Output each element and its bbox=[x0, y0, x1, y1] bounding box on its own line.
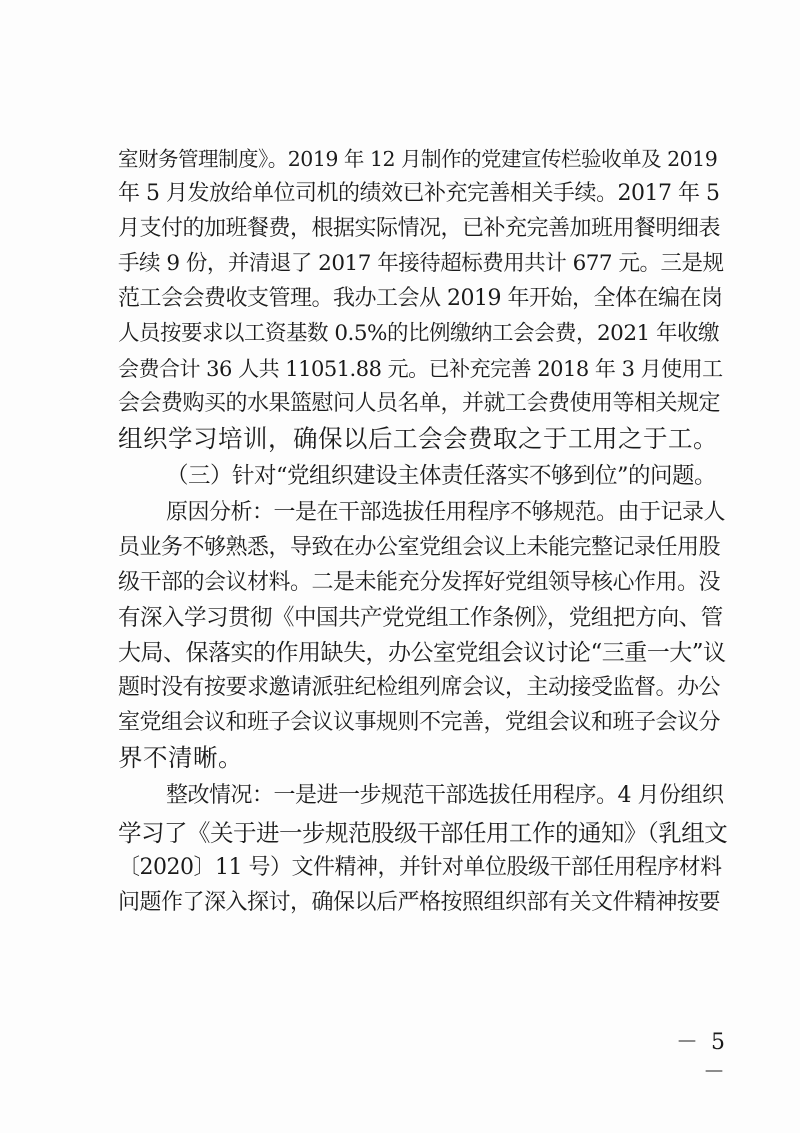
text-line: 级干部的会议材料。二是未能充分发挥好党组领导核心作用。没 bbox=[118, 570, 721, 595]
text-line: 问题作了深入探讨，确保以后严格按照组织部有关文件精神按要 bbox=[118, 890, 721, 915]
text-line: 组织学习培训，确保以后工会会费取之于工用之于工。 bbox=[118, 424, 718, 453]
text-line: 人员按要求以工资基数 0.5%的比例缴纳工会会费，2021 年收缴 bbox=[118, 321, 720, 346]
text-line: 界不清晰。 bbox=[118, 743, 243, 772]
text-line: 会费合计 36 人共 11051.88 元。已补充完善 2018 年 3 月使用工 bbox=[118, 357, 723, 381]
text-line: 题时没有按要求邀请派驻纪检组列席会议，主动接受监督。办公 bbox=[118, 675, 721, 700]
text-line: 〔2020〕11 号）文件精神，并针对单位股级干部任用程序材料 bbox=[118, 855, 722, 880]
text-line: 员业务不够熟悉，导致在办公室党组会议上未能完整记录任用股 bbox=[118, 535, 721, 560]
section-heading: （三）针对“党组织建设主体责任落实不够到位”的问题。 bbox=[166, 463, 717, 489]
text-line: 月支付的加班餐费，根据实际情况，已补充完善加班用餐明细表 bbox=[118, 216, 721, 241]
text-line: 整改情况：一是进一步规范干部选拔任用程序。4 月份组织 bbox=[166, 783, 724, 808]
text-line: 大局、保落实的作用缺失，办公室党组会议讨论“三重一大”议 bbox=[118, 640, 726, 666]
text-line: 室党组会议和班子会议议事规则不完善，党组会议和班子会议分 bbox=[118, 710, 721, 735]
text-line: 原因分析：一是在干部选拔任用程序不够规范。由于记录人 bbox=[166, 500, 726, 525]
text-line: 室财务管理制度》。2019 年 12 月制作的党建宣传栏验收单及 2019 bbox=[118, 147, 718, 171]
text-line: 有深入学习贯彻《中国共产党党组工作条例》，党组把方向、管 bbox=[118, 605, 723, 631]
text-line: 会会费购买的水果篮慰问人员名单，并就工会费使用等相关规定 bbox=[118, 391, 721, 416]
page-number: － 5 － bbox=[676, 1030, 728, 1085]
text-line: 学习了《关于进一步规范股级干部任用工作的通知》（乳组文 bbox=[118, 819, 728, 847]
text-line: 手续 9 份，并清退了 2017 年接待超标费用共计 677 元。三是规 bbox=[118, 251, 724, 276]
text-line: 范工会会费收支管理。我办工会从 2019 年开始，全体在编在岗 bbox=[118, 286, 723, 311]
text-line: 年 5 月发放给单位司机的绩效已补充完善相关手续。2017 年 5 bbox=[118, 181, 720, 206]
